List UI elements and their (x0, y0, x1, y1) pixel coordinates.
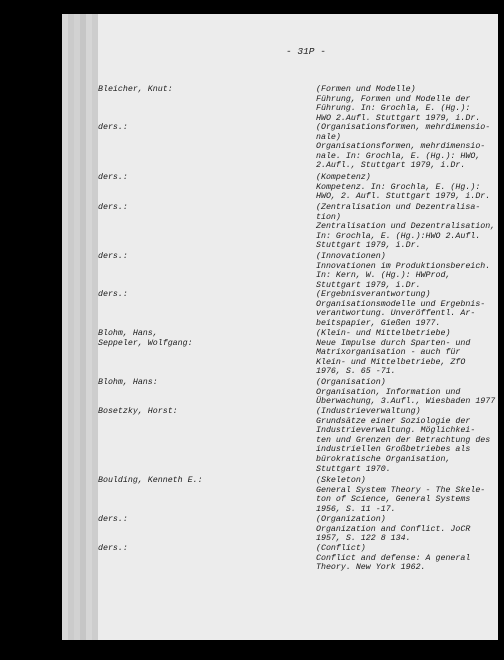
entry-reference (316, 203, 502, 251)
reference-line: Innovationen im Produktionsbereich. (316, 261, 491, 271)
reference-line: Stuttgart 1979, i.Dr. (316, 280, 421, 290)
reference-line: nale. In: Grochla, E. (Hg.): HWO, (316, 151, 481, 161)
entry-author (98, 290, 298, 300)
reference-line: nale) (316, 132, 341, 142)
entry-author (98, 407, 298, 417)
entry-reference (316, 252, 502, 290)
entry-reference (316, 173, 502, 202)
reference-line: verantwortung. Unveröffentl. Ar- (316, 309, 476, 319)
reference-line: General System Theory - The Skele- (316, 485, 486, 495)
reference-line: Kompetenz. In: Grochla, E. (Hg.): (316, 182, 481, 192)
reference-line: (Innovationen) (316, 252, 386, 261)
reference-line: (Skeleton) (316, 476, 366, 485)
reference-line: Führung, Formen und Modelle der (316, 94, 471, 104)
entry-reference (316, 329, 502, 377)
reference-line: Organisationsmodelle und Ergebnis- (316, 299, 486, 309)
reference-line: (Conflict) (316, 544, 366, 553)
entry-author (98, 252, 298, 262)
reference-line: (Industrieverwaltung) (316, 407, 421, 416)
reference-line: Industrieverwaltung. Möglichkei- (316, 426, 476, 436)
entry-reference (316, 290, 502, 328)
entry-reference (316, 407, 502, 474)
entry-reference (316, 123, 502, 171)
reference-line: Zentralisation und Dezentralisation, (316, 222, 496, 232)
reference-line: ten und Grenzen der Betrachtung des (316, 435, 491, 445)
reference-line: (Kompetenz) (316, 173, 371, 182)
reference-line: Neue Impulse durch Sparten- und (316, 338, 471, 348)
author-line: ders.: (98, 544, 128, 553)
entry-author (98, 378, 298, 388)
author-line: ders.: (98, 123, 128, 132)
entry-author (98, 544, 298, 554)
reference-line: (Organisationsformen, mehrdimensio- (316, 123, 491, 132)
reference-line: Führung. In: Grochla, E. (Hg.): (316, 104, 471, 114)
page-number: - 31P - (286, 46, 326, 57)
reference-line: In: Grochla, E. (Hg.):HWO 2.Aufl. (316, 231, 481, 241)
author-line: Blohm, Hans: (98, 378, 158, 387)
entry-reference (316, 476, 502, 514)
reference-line: (Ergebnisverantwortung) (316, 290, 431, 299)
author-line: ders.: (98, 515, 128, 524)
reference-line: HWO 2.Aufl. Stuttgart 1979, i.Dr. (316, 113, 481, 123)
reference-line: Organisation, Information und (316, 387, 461, 397)
reference-line: (Organization) (316, 515, 386, 524)
reference-line: ton of Science, General Systems (316, 495, 471, 505)
reference-line: (Klein- und Mittelbetriebe) (316, 329, 451, 338)
entry-reference (316, 378, 502, 407)
author-line: ders.: (98, 173, 128, 182)
reference-line: 1976, S. 65 -71. (316, 367, 396, 377)
reference-line: HWO, 2. Aufl. Stuttgart 1979, i.Dr. (316, 192, 491, 202)
reference-line: Stuttgart 1970. (316, 464, 391, 474)
reference-line: Klein- und Mittelbetriebe, ZfO (316, 357, 466, 367)
entry-author (98, 329, 298, 348)
author-line: ders.: (98, 252, 128, 261)
reference-line: 1957, S. 122 8 134. (316, 534, 411, 544)
reference-line: Grundsätze einer Soziologie der (316, 416, 471, 426)
author-line: Seppeler, Wolfgang: (98, 338, 193, 348)
reference-line: Conflict and defense: A general (316, 553, 471, 563)
entry-author (98, 123, 298, 133)
entry-author (98, 85, 298, 95)
entry-author (98, 476, 298, 486)
reference-line: Matrixorganisation - auch für (316, 348, 461, 358)
reference-line: (Formen und Modelle) (316, 85, 416, 94)
reference-line: tion) (316, 212, 341, 222)
author-line: Bleicher, Knut: (98, 85, 173, 94)
entry-reference (316, 85, 502, 123)
author-line: ders.: (98, 290, 128, 299)
reference-line: industriellen Großbetriebes als (316, 445, 471, 455)
author-line: Blohm, Hans, (98, 329, 158, 338)
reference-line: bürokratische Organisation, (316, 454, 451, 464)
author-line: Boulding, Kenneth E.: (98, 476, 203, 485)
entry-author (98, 203, 298, 213)
reference-line: 2.Aufl., Stuttgart 1979, i.Dr. (316, 161, 466, 171)
reference-line: beitspapier, Gießen 1977. (316, 318, 441, 328)
reference-line: In: Kern, W. (Hg.): HWProd, (316, 271, 451, 281)
reference-line: (Zentralisation und Dezentralisa- (316, 203, 481, 212)
reference-line: 1956, S. 11 -17. (316, 504, 396, 514)
entry-author (98, 515, 298, 525)
reference-line: Theory. New York 1962. (316, 563, 426, 573)
entry-reference (316, 544, 502, 573)
entry-reference (316, 515, 502, 544)
reference-line: Stuttgart 1979, i.Dr. (316, 241, 421, 251)
reference-line: Organization and Conflict. JoCR (316, 524, 471, 534)
entry-author (98, 173, 298, 183)
document-page (98, 14, 498, 640)
author-line: Bosetzky, Horst: (98, 407, 178, 416)
author-line: ders.: (98, 203, 128, 212)
reference-line: Überwachung, 3.Aufl., Wiesbaden 1977 (316, 397, 496, 407)
reference-line: (Organisation) (316, 378, 386, 387)
reference-line: Organisationsformen, mehrdimensio- (316, 142, 486, 152)
